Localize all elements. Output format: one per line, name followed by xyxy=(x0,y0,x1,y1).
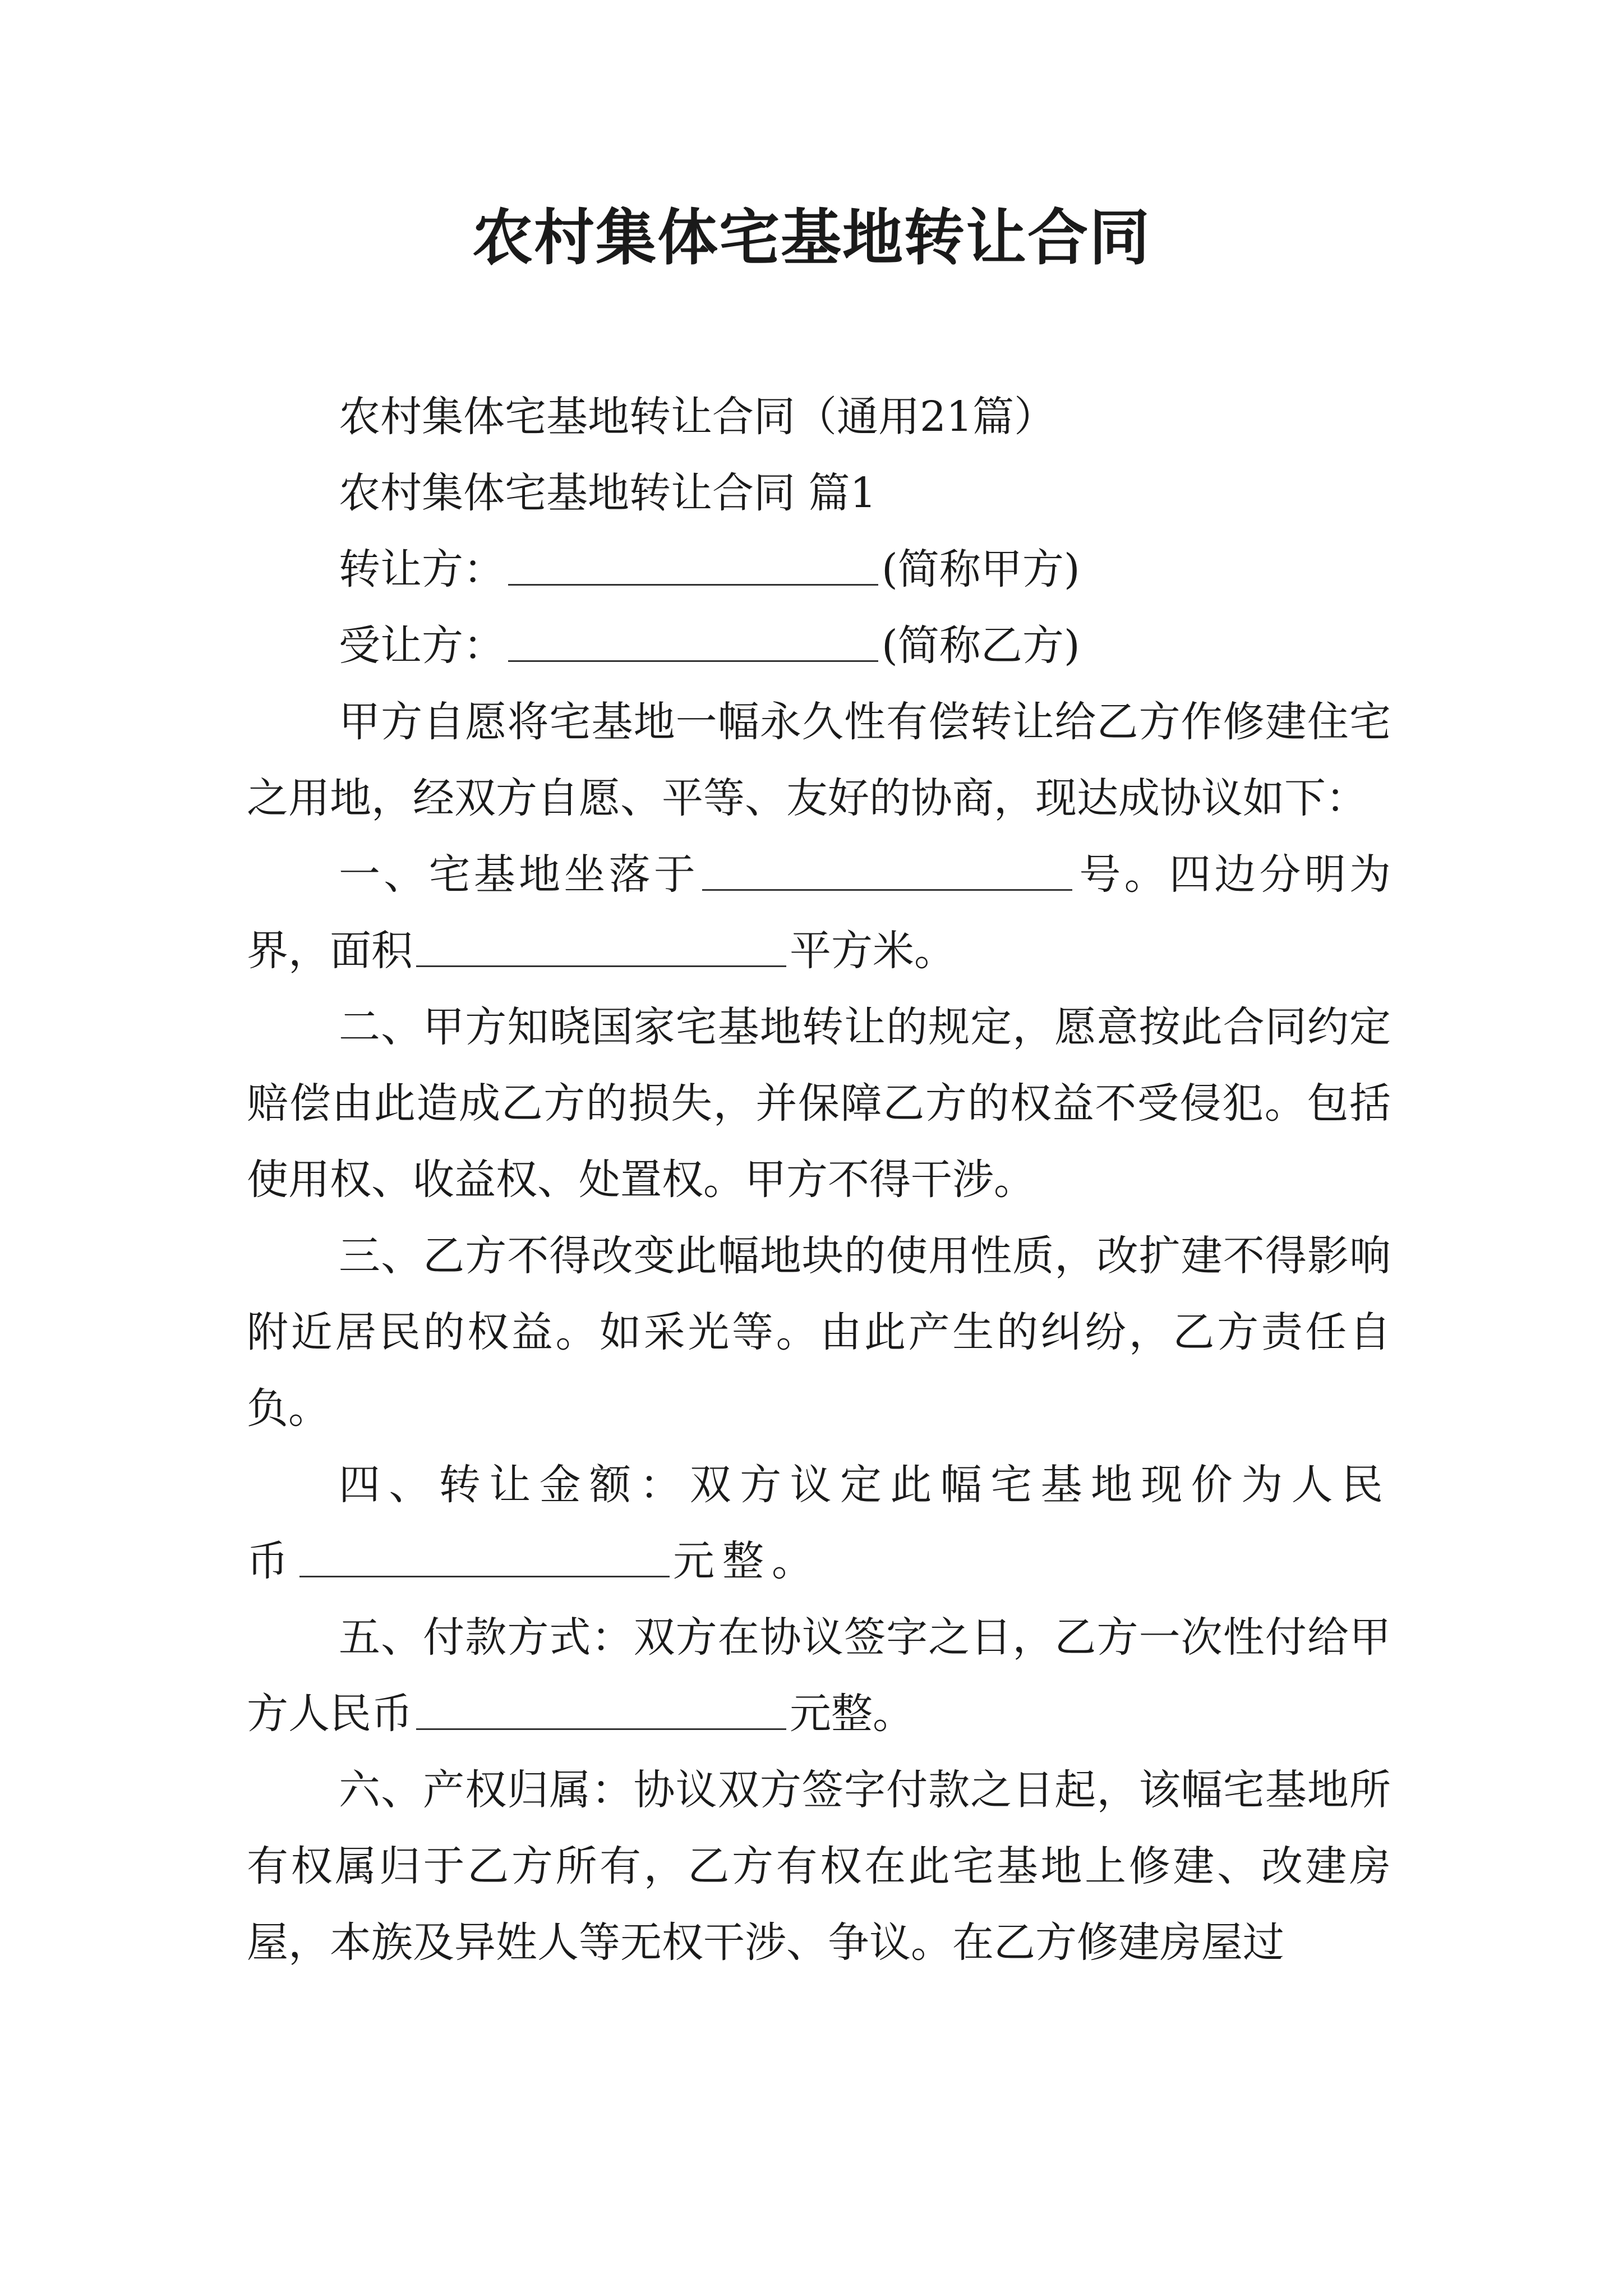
location-blank[interactable] xyxy=(702,887,1072,891)
clause-5-a: 五、付款方式：双方在协议签字之日，乙方一次性付给甲方人民币 xyxy=(247,1613,1391,1738)
clause-3-text: 三、乙方不得改变此幅地块的使用性质，改扩建不得影响附近居民的权益。如采光等。由此产生的纠纷，乙方责任自负。 xyxy=(247,1232,1391,1433)
subtitle-line xyxy=(247,379,1391,455)
clause-1-c: 平方米。 xyxy=(790,927,956,975)
transferor-blank[interactable] xyxy=(508,582,878,586)
clause-3 xyxy=(247,1218,1391,1447)
subtitle-text: 农村集体宅基地转让合同（通用21篇） xyxy=(339,393,1056,441)
clause-6-text: 六、产权归属：协议双方签字付款之日起，该幅宅基地所有权属归于乙方所有，乙方有权在此宅基地上修建、改建房屋，本族及异姓人等无权干涉、争议。在乙方修建房屋过 xyxy=(247,1766,1391,1967)
transferor-suffix: (简称甲方) xyxy=(882,545,1080,593)
clause-2-text: 二、甲方知晓国家宅基地转让的规定，愿意按此合同约定赔偿由此造成乙方的损失，并保障乙方的权益不受侵犯。包括使用权、收益权、处置权。甲方不得干涉。 xyxy=(247,1003,1391,1204)
section-heading xyxy=(247,455,1391,531)
clause-5-b: 元整。 xyxy=(790,1690,914,1738)
clause-1-a: 一、宅基地坐落于 xyxy=(339,850,699,899)
intro-paragraph xyxy=(247,684,1391,836)
transferor-label: 转让方： xyxy=(339,545,505,593)
clause-5 xyxy=(247,1599,1391,1752)
transferee-label: 受让方： xyxy=(339,622,505,670)
clause-1-b: 号。四边分明为界，面积 xyxy=(247,850,1391,975)
price-blank[interactable] xyxy=(299,1573,670,1577)
clause-6 xyxy=(247,1752,1391,1981)
transferee-blank[interactable] xyxy=(508,658,878,662)
area-blank[interactable] xyxy=(416,963,786,967)
intro-text: 甲方自愿将宅基地一幅永久性有偿转让给乙方作修建住宅之用地，经双方自愿、平等、友好的协商，现达成协议如下： xyxy=(247,698,1391,822)
transferee-suffix: (简称乙方) xyxy=(882,622,1080,670)
clause-4-b: 元整。 xyxy=(673,1537,821,1585)
clause-4-a: 四、转让金额：双方议定此幅宅基地现价为人民币 xyxy=(247,1461,1391,1585)
clause-4 xyxy=(247,1447,1391,1599)
transferee-line xyxy=(247,608,1391,684)
clause-2 xyxy=(247,989,1391,1218)
clause-1 xyxy=(247,836,1391,989)
transferor-line xyxy=(247,531,1391,608)
document-body xyxy=(247,379,1391,1981)
document-title: 农村集体宅基地转让合同 xyxy=(472,203,1151,273)
section-text: 农村集体宅基地转让合同 篇1 xyxy=(339,469,877,517)
payment-blank[interactable] xyxy=(416,1726,786,1730)
